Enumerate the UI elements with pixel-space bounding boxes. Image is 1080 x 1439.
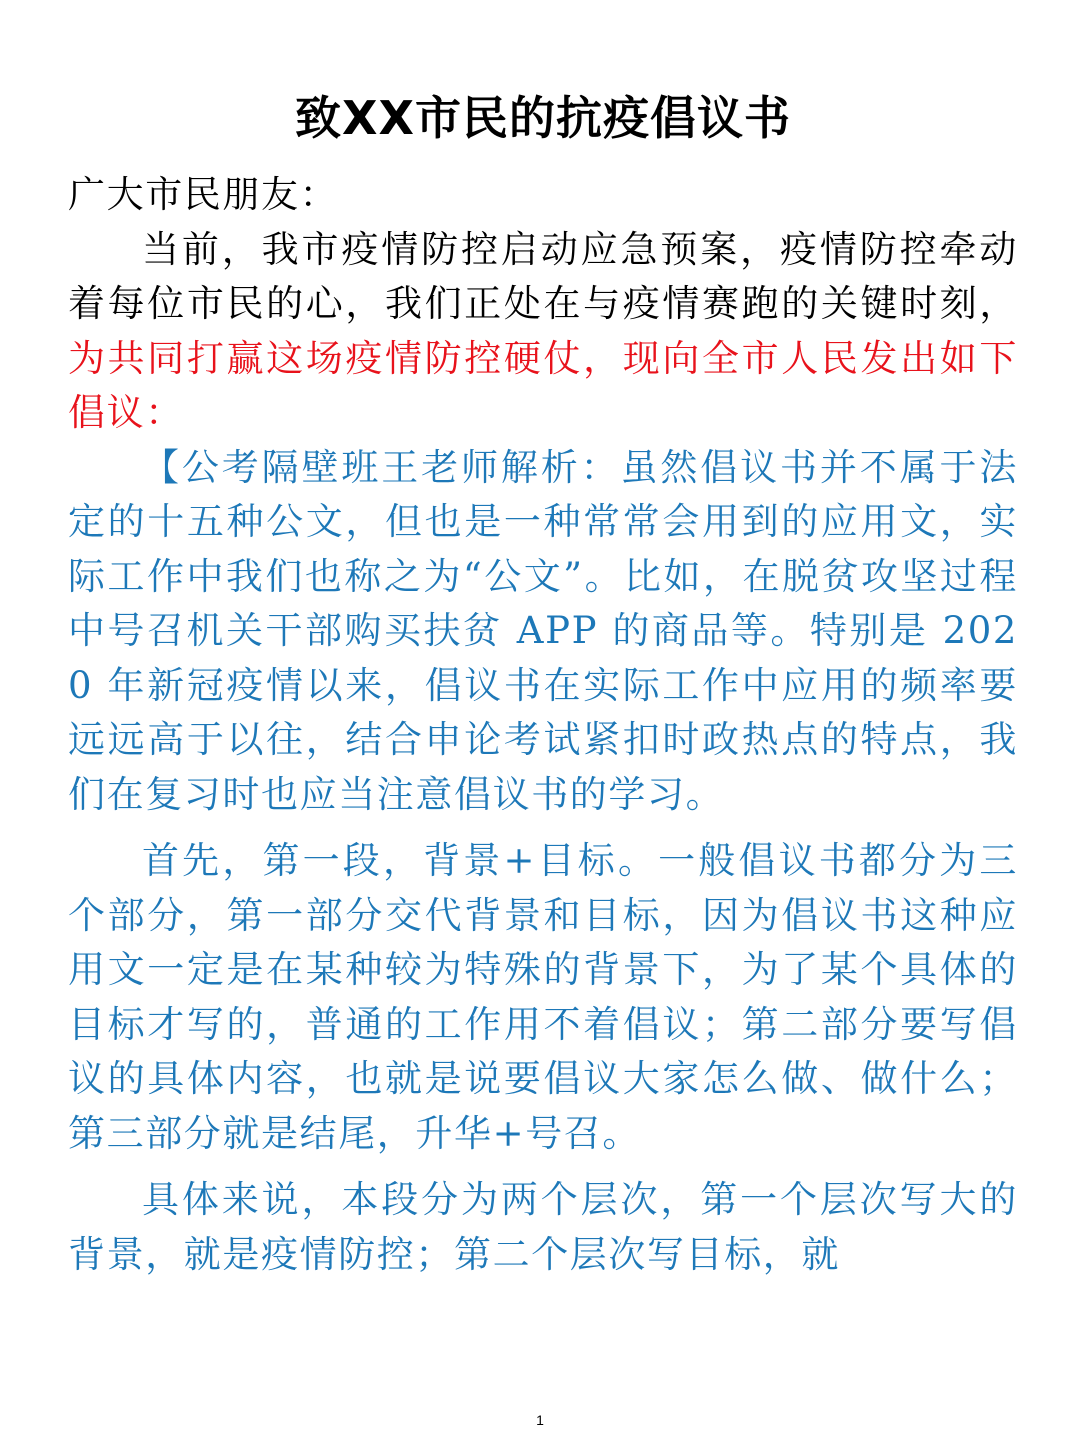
page-number: 1: [536, 1412, 544, 1428]
document-title: 致XX市民的抗疫倡议书: [295, 91, 791, 145]
analysis-paragraph-3: 具体来说，本段分为两个层次，第一个层次写大的背景，就是疫情防控；第二个层次写目标，就: [68, 1178, 1018, 1276]
intro-goal-highlight: 为共同打赢这场疫情防控硬仗，现向全市人民发出如下倡议：: [68, 336, 1018, 434]
analysis-paragraph-2: 首先，第一段，背景+目标。一般倡议书都分为三个部分，第一部分交代背景和目标，因为倡议书这种应用文一定是在某种较为特殊的背景下，为了某个具体的目标才写的，普通的工作用不着倡议；第二部分要写倡议的具体内容，也就是说要倡议大家怎么做、做什么；第三部分就是结尾，升华+号召。: [68, 839, 1018, 1155]
analysis-paragraph-1: 【公考隔壁班王老师解析：虽然倡议书并不属于法定的十五种公文，但也是一种常常会用到的应用文，实际工作中我们也称之为“公文”。比如，在脱贫攻坚过程中号召机关干部购买扶贫 APP 的商品等。特别是 2020 年新冠疫情以来，倡议书在实际工作中应用的频率要远远高于以往，结合申论考试紧扣时政热点的特点，我们在复习时也应当注意倡议书的学习。: [68, 445, 1018, 816]
intro-background-text: 当前，我市疫情防控启动应急预案，疫情防控牵动着每位市民的心，我们正处在与疫情赛跑的关键时刻，: [68, 227, 1018, 325]
salutation: 广大市民朋友：: [68, 173, 339, 216]
intro-paragraph: [68, 223, 1018, 441]
